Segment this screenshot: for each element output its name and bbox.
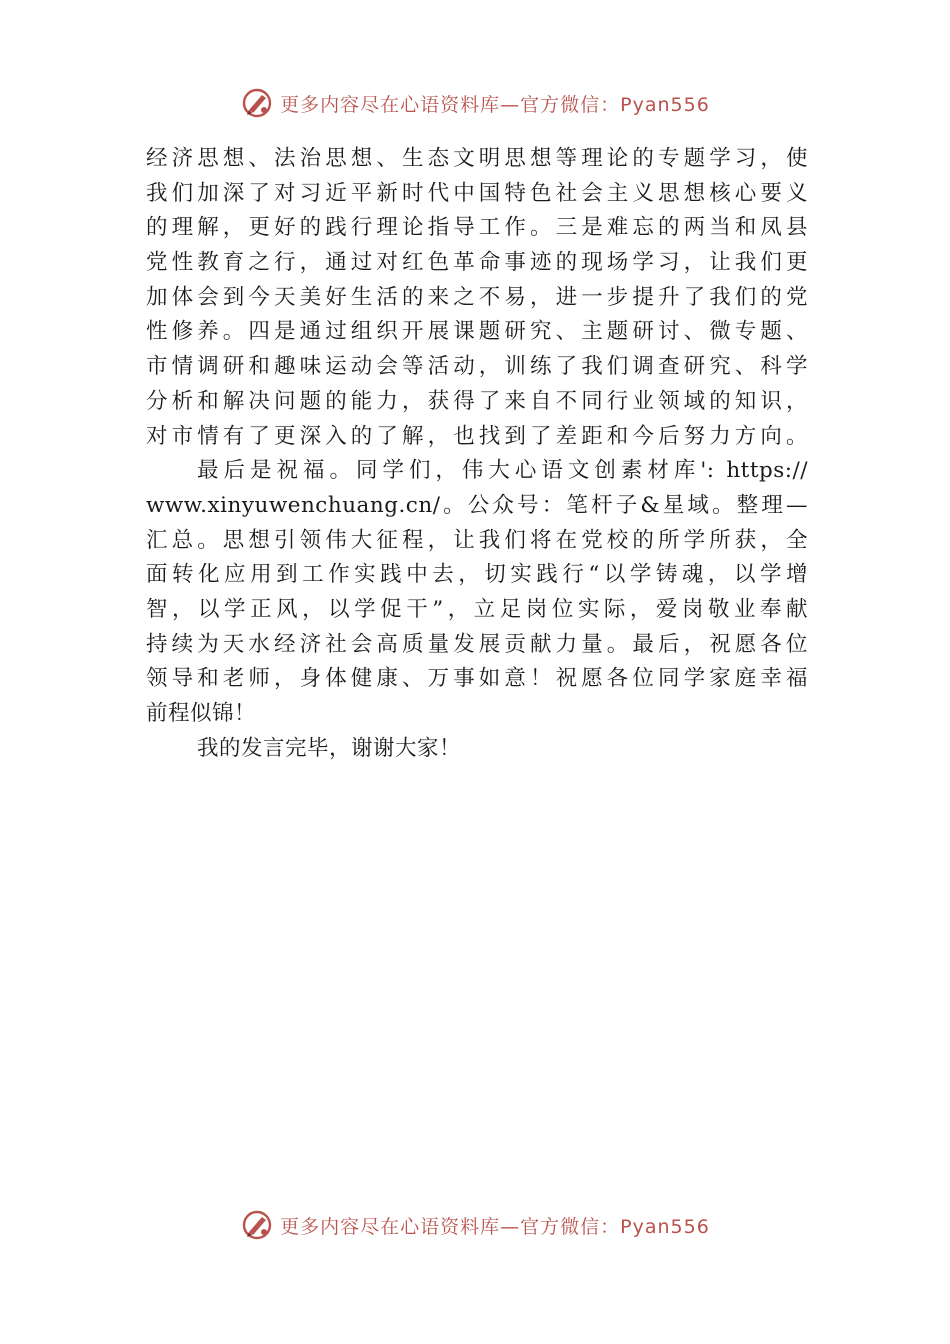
paragraph-start-line: 最后是祝福。同学们，伟大心语文创素材库': https:// <box>197 458 808 484</box>
body-line: 前程似锦！ <box>146 701 257 726</box>
header-banner-text: 更多内容尽在心语资料库—官方微信：Pyan556 <box>280 93 710 116</box>
body-line: 持续为天水经济社会高质量发展贡献力量。最后，祝愿各位 <box>146 631 808 657</box>
body-line: 党性教育之行，通过对红色革命事迹的现场学习，让我们更 <box>146 250 808 276</box>
body-line: 加体会到今天美好生活的来之不易，进一步提升了我们的党 <box>146 284 808 310</box>
body-line: 的理解，更好的践行理论指导工作。三是难忘的两当和凤县 <box>146 215 808 241</box>
body-line: 性修养。四是通过组织开展课题研究、主题研讨、微专题、 <box>146 319 808 345</box>
footer-banner-text: 更多内容尽在心语资料库—官方微信：Pyan556 <box>280 1215 710 1238</box>
document-body <box>146 142 808 766</box>
body-line-with-url: www.xinyuwenchuang.cn/。公众号：笔杆子&星域。整理— <box>146 492 808 518</box>
body-line: 汇总。思想引领伟大征程，让我们将在党校的所学所获，全 <box>146 527 808 553</box>
body-line: 对市情有了更深入的了解，也找到了差距和今后努力方向。 <box>146 423 808 449</box>
footer-banner <box>0 1206 950 1240</box>
header-banner <box>0 84 950 122</box>
body-line: 领导和老师，身体健康、万事如意！祝愿各位同学家庭幸福 <box>146 666 808 692</box>
body-line: 智，以学正风，以学促干”，立足岗位实际，爱岗敬业奉献 <box>146 596 808 622</box>
body-line: 我们加深了对习近平新时代中国特色社会主义思想核心要义 <box>146 180 808 206</box>
body-line: 分析和解决问题的能力，获得了来自不同行业领域的知识， <box>146 388 808 414</box>
pen-logo-icon <box>240 1208 274 1240</box>
body-line: 经济思想、法治思想、生态文明思想等理论的专题学习，使 <box>146 146 808 171</box>
body-line: 面转化应用到工作实践中去，切实践行“以学铸魂，以学增 <box>146 562 808 588</box>
body-line: 市情调研和趣味运动会等活动，训练了我们调查研究、科学 <box>146 354 808 380</box>
pen-logo-icon <box>240 86 274 120</box>
closing-line: 我的发言完毕，谢谢大家！ <box>197 735 462 761</box>
